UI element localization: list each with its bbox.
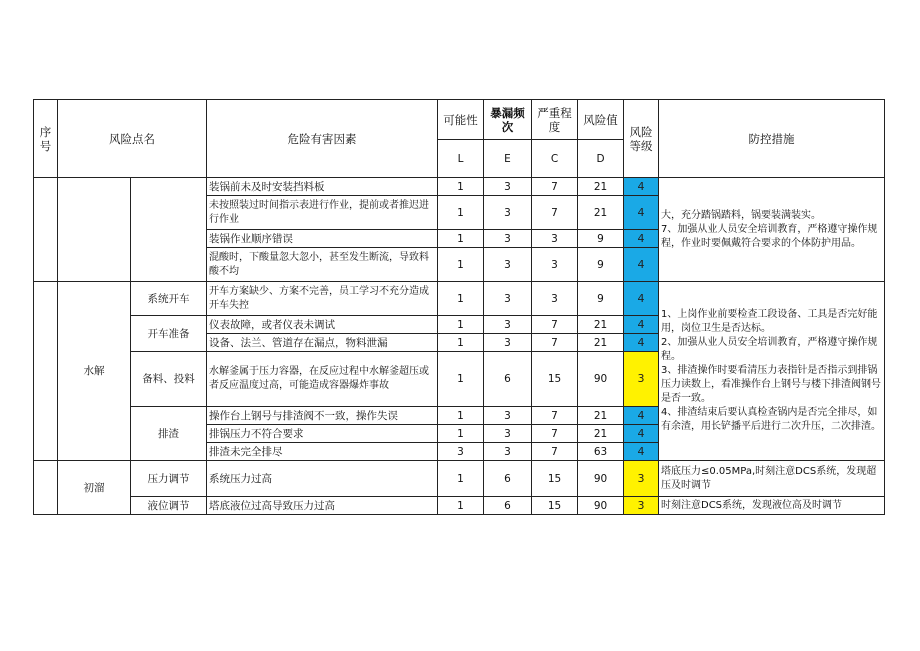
value-E: 6 <box>484 497 532 515</box>
value-L: 1 <box>438 352 484 407</box>
point-cell <box>58 178 131 282</box>
header-severity: 严重程度 <box>532 100 578 140</box>
value-C: 3 <box>532 282 578 316</box>
measures-cell <box>659 178 885 282</box>
risk-point-distill: 初溜 <box>58 461 131 515</box>
value-E: 3 <box>484 230 532 248</box>
value-L: 1 <box>438 407 484 425</box>
sub-point-level: 液位调节 <box>131 497 207 515</box>
header-hazard-factors: 危险有害因素 <box>207 100 438 178</box>
sub-point-pressure: 压力调节 <box>131 461 207 497</box>
value-D: 21 <box>578 178 624 196</box>
value-D: 21 <box>578 316 624 334</box>
header-D: D <box>578 140 624 178</box>
risk-level-badge: 4 <box>624 425 659 443</box>
risk-level-badge: 4 <box>624 443 659 461</box>
header-risk-point: 风险点名 <box>58 100 207 178</box>
sub-point-cell <box>131 178 207 282</box>
seq-cell <box>34 178 58 282</box>
value-D: 90 <box>578 497 624 515</box>
hazard-factor: 开车方案缺少、方案不完善，员工学习不充分造成开车失控 <box>207 282 438 316</box>
hazard-factor: 排渣未完全排尽 <box>207 443 438 461</box>
value-L: 1 <box>438 230 484 248</box>
header-risk-value: 风险值 <box>578 100 624 140</box>
value-E: 3 <box>484 248 532 282</box>
value-L: 1 <box>438 497 484 515</box>
value-C: 7 <box>532 196 578 230</box>
value-L: 1 <box>438 461 484 497</box>
risk-level-badge: 4 <box>624 248 659 282</box>
value-D: 90 <box>578 352 624 407</box>
risk-level-badge: 3 <box>624 497 659 515</box>
hazard-factor: 仪表故障，或者仪表未调试 <box>207 316 438 334</box>
value-E: 6 <box>484 352 532 407</box>
value-C: 15 <box>532 497 578 515</box>
value-D: 90 <box>578 461 624 497</box>
value-E: 3 <box>484 407 532 425</box>
value-L: 1 <box>438 248 484 282</box>
risk-level-badge: 3 <box>624 352 659 407</box>
value-D: 21 <box>578 407 624 425</box>
hazard-factor: 排锅压力不符合要求 <box>207 425 438 443</box>
value-E: 6 <box>484 461 532 497</box>
sub-point-system-start: 系统开车 <box>131 282 207 316</box>
measures-text: 大，充分踏锅踏料，锅要装满装实。 7、加强从业人员安全培训教育，严格遵守操作规程，作业时要佩戴符合要求的个体防护用品。 <box>661 209 878 249</box>
measure-pressure: 塔底压力≤0.05MPa,时刻注意DCS系统，发现超压及时调节 <box>659 461 885 497</box>
value-C: 15 <box>532 352 578 407</box>
header-exposure: 暴漏频次 <box>484 100 532 140</box>
hazard-factor: 系统压力过高 <box>207 461 438 497</box>
risk-level-badge: 4 <box>624 334 659 352</box>
value-C: 7 <box>532 334 578 352</box>
measures-text: 1、上岗作业前要检查工段设备、工具是否完好能用，岗位卫生是否达标。 2、加强从业人员安全培训教育，严格遵守操作规程。 3、排渣操作时要看清压力表指针是否指示到排锅压力读数上，看准操作台上钢号与楼下排渣阀钢号是否一致。 4、排渣结束后要认真检查锅内是否完全排尽，如有余渣，用长铲播平后进行二次升压，二次排渣。 <box>661 309 881 432</box>
risk-level-badge: 4 <box>624 282 659 316</box>
value-C: 7 <box>532 407 578 425</box>
value-C: 15 <box>532 461 578 497</box>
value-E: 3 <box>484 425 532 443</box>
value-L: 3 <box>438 443 484 461</box>
header-E: E <box>484 140 532 178</box>
sub-point-feed: 备料、投料 <box>131 352 207 407</box>
value-E: 3 <box>484 334 532 352</box>
risk-level-badge: 4 <box>624 178 659 196</box>
risk-level-badge: 4 <box>624 230 659 248</box>
value-E: 3 <box>484 196 532 230</box>
hazard-factor: 未按照装过时间指示表进行作业，提前或者推迟进行作业 <box>207 196 438 230</box>
sub-point-start-prep: 开车准备 <box>131 316 207 352</box>
value-L: 1 <box>438 334 484 352</box>
hazard-factor: 装锅前未及时安装挡料板 <box>207 178 438 196</box>
value-L: 1 <box>438 282 484 316</box>
header-measures: 防控措施 <box>659 100 885 178</box>
hazard-factor: 操作台上钢号与排渣阀不一致，操作失误 <box>207 407 438 425</box>
risk-level-badge: 4 <box>624 196 659 230</box>
seq-cell <box>34 282 58 461</box>
hazard-factor: 塔底液位过高导致压力过高 <box>207 497 438 515</box>
value-D: 9 <box>578 248 624 282</box>
measures-cell <box>659 282 885 461</box>
value-D: 21 <box>578 196 624 230</box>
value-D: 21 <box>578 334 624 352</box>
header-risk-level: 风险等级 <box>624 100 659 178</box>
measure-level: 时刻注意DCS系统，发现液位高及时调节 <box>659 497 885 515</box>
value-E: 3 <box>484 282 532 316</box>
value-C: 7 <box>532 425 578 443</box>
value-L: 1 <box>438 196 484 230</box>
header-seq: 序号 <box>34 100 58 178</box>
seq-cell <box>34 461 58 515</box>
hazard-factor: 水解釜属于压力容器，在反应过程中水解釜超压或者反应温度过高，可能造成容器爆炸事故 <box>207 352 438 407</box>
value-C: 7 <box>532 443 578 461</box>
value-D: 9 <box>578 282 624 316</box>
value-L: 1 <box>438 425 484 443</box>
value-C: 7 <box>532 316 578 334</box>
risk-level-badge: 4 <box>624 407 659 425</box>
value-D: 63 <box>578 443 624 461</box>
header-C: C <box>532 140 578 178</box>
hazard-factor: 混酸时，下酸量忽大忽小，甚至发生断流，导致料酸不均 <box>207 248 438 282</box>
hazard-factor: 装锅作业顺序错误 <box>207 230 438 248</box>
value-D: 21 <box>578 425 624 443</box>
sub-point-discharge: 排渣 <box>131 407 207 461</box>
value-E: 3 <box>484 316 532 334</box>
value-C: 7 <box>532 178 578 196</box>
value-C: 3 <box>532 248 578 282</box>
risk-level-badge: 3 <box>624 461 659 497</box>
header-likelihood: 可能性 <box>438 100 484 140</box>
header-L: L <box>438 140 484 178</box>
value-L: 1 <box>438 316 484 334</box>
risk-level-badge: 4 <box>624 316 659 334</box>
hazard-factor: 设备、法兰、管道存在漏点，物料泄漏 <box>207 334 438 352</box>
value-C: 3 <box>532 230 578 248</box>
risk-table <box>33 99 885 515</box>
value-E: 3 <box>484 178 532 196</box>
risk-point-hydrolysis: 水解 <box>58 282 131 461</box>
value-D: 9 <box>578 230 624 248</box>
value-E: 3 <box>484 443 532 461</box>
value-L: 1 <box>438 178 484 196</box>
